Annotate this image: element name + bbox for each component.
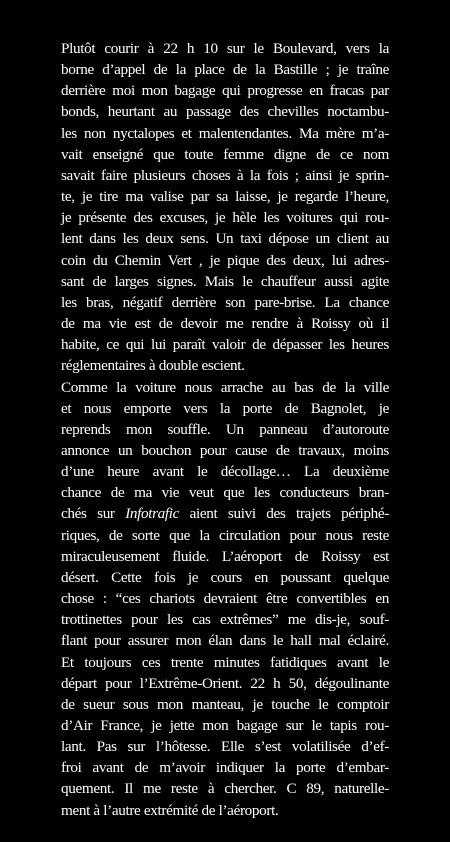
text-line: bonds, heurtant au passage des chevilles noctambu- xyxy=(61,103,389,121)
text-line: te, je tire ma valise par sa laisse, je regarde l’heure, xyxy=(61,188,389,206)
text-fragment: chés sur xyxy=(61,505,126,523)
text-line: les bras, négatif derrière son pare-brise. La chance xyxy=(61,293,389,311)
text-line: Plutôt courir à 22 h 10 sur le Boulevard, vers la xyxy=(61,40,389,57)
text-line: réglementaires à double escient. xyxy=(61,357,245,375)
text-line: savait faire plusieurs choses à la fois ; ainsi je sprin- xyxy=(61,166,389,184)
text-line: les non nyctalopes et malentendantes. Ma mère m’a- xyxy=(61,124,389,142)
text-line: vait enseigné que toute femme digne de ce nom xyxy=(61,145,389,163)
text-line: habite, ce qui lui paraît valoir de dépasser les heures xyxy=(61,336,389,354)
text-line: froi avant de m’avoir indiquer la porte d’embar- xyxy=(61,759,389,777)
text-line: départ pour l’Extrême-Orient. 22 h 50, dégoulinante xyxy=(61,674,389,692)
text-line: derrière moi mon bagage qui progresse en fracas par xyxy=(61,82,389,100)
text-line: lant. Pas sur l’hôtesse. Elle s’est volatilisée d’ef- xyxy=(61,738,389,756)
italic-title: Infotrafic xyxy=(125,505,180,523)
text-line: sant de larges signes. Mais le chauffeur aussi agite xyxy=(61,272,389,290)
text-line: borne d’appel de la place de la Bastille ; je traîne xyxy=(61,61,389,79)
text-line: trottinettes pour les cas extrêmes” me dis-je, souf- xyxy=(61,611,389,629)
text-line: miraculeusement fluide. L’aéroport de Roissy est xyxy=(61,547,389,565)
text-line: reprends mon souffle. Un panneau d’autoroute xyxy=(61,420,389,438)
text-fragment: aient suivi des trajets périphé- xyxy=(179,505,389,523)
text-line: annonce un bouchon pour cause de travaux, moins xyxy=(61,441,389,459)
text-line: d’Air France, je jette mon bagage sur le tapis rou- xyxy=(61,717,389,734)
text-line: de sueur sous mon manteau, je touche le comptoir xyxy=(61,695,389,713)
text-line: Et toujours ces trente minutes fatidiques avant le xyxy=(61,653,389,671)
text-block xyxy=(61,38,389,821)
text-line: chose : “ces chariots devraient être convertibles en xyxy=(61,590,389,608)
text-line: Comme la voiture nous arrache au bas de la ville xyxy=(61,378,389,396)
text-line: riques, de sorte que la circulation pour nous reste xyxy=(61,526,389,544)
text-line: de ma vie est de devoir me rendre à Roissy où il xyxy=(61,315,389,333)
text-line: coin du Chemin Vert , je pique des deux, lui adres- xyxy=(61,251,389,269)
text-line: lent dans les deux sens. Un taxi dépose un client au xyxy=(61,230,389,248)
text-line: quement. Il me reste à chercher. C 89, naturelle- xyxy=(61,780,389,798)
text-line: d’une heure avant le décollage… La deuxième xyxy=(61,463,389,481)
text-line: je présente des excuses, je hèle les voitures qui rou- xyxy=(61,209,389,227)
text-line: ment à l’autre extrémité de l’aéroport. xyxy=(61,801,279,819)
text-line: chance de ma vie veut que les conducteurs bran- xyxy=(61,484,389,502)
text-line: flant pour assurer mon élan dans le hall mal éclairé. xyxy=(61,632,389,650)
text-line: désert. Cette fois je cours en poussant quelque xyxy=(61,568,389,586)
text-line xyxy=(61,503,389,524)
text-line: et nous emporte vers la porte de Bagnolet, je xyxy=(61,399,389,417)
